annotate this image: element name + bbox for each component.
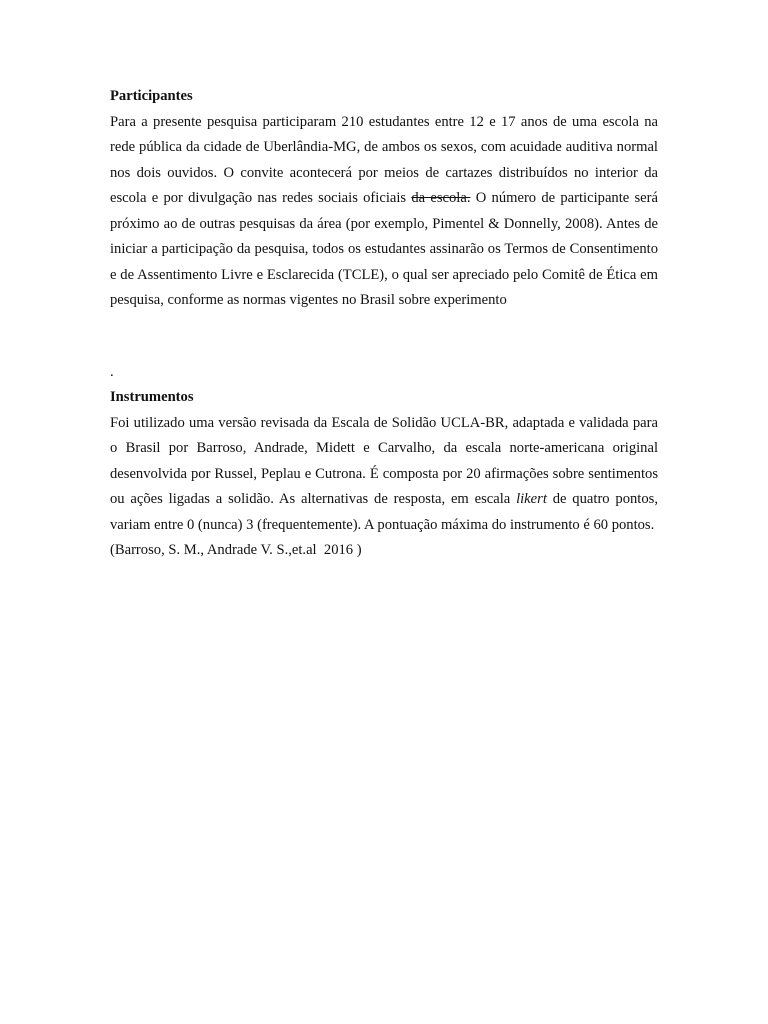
section-heading-instrumentos: Instrumentos: [110, 389, 194, 405]
struck-text: da escola.: [411, 190, 471, 206]
italic-term: likert: [516, 491, 547, 507]
paragraph-participantes: [110, 110, 658, 314]
participantes-text-end: O número de participante será próximo ao de outras pesquisas da área (por exemplo, Pimentel & Donnelly, 2008). Antes de iniciar a participação da pesquisa, todos os estudantes assinarão os Termos de Consentimento e de Assentimento Livre e Esclarecida (TCLE), o qual ser apreciado pelo Comitê de Ética em pesquisa, conforme as normas vigentes no Brasil sobre experimento: [110, 190, 658, 308]
paragraph-instrumentos: [110, 411, 658, 539]
participantes-text-start: Para a presente pesquisa participaram 210 estudantes entre 12 e 17 anos de uma escola na rede pública da cidade de Uberlândia-MG, de ambos os sexos, com acuidade auditiva normal nos dois ouvidos. O convite acontecerá por meios de cartazes distribuídos no interior da escola e por divulgação nas redes sociais oficiais: [110, 113, 658, 206]
document-content: [110, 84, 658, 564]
instrumentos-text-start: Foi utilizado uma versão revisada da Escala de Solidão UCLA-BR, adaptada e validada para o Brasil por Barroso, Andrade, Midett e Carvalho, da escala norte-americana original desenvolvida por Russel, Peplau e Cutrona. É composta por 20 afirmações sobre sentimentos ou ações ligadas a solidão. As alternativas de resposta, em escala: [110, 414, 658, 507]
instrumentos-text-end: de quatro pontos, variam entre 0 (nunca) 3 (frequentemente). A pontuação máxima do instrumento é 60 pontos.: [110, 491, 658, 533]
citation: (Barroso, S. M., Andrade V. S.,et.al 2016 ): [110, 542, 362, 558]
section-gap: [110, 314, 658, 360]
separator-dot: .: [110, 363, 114, 380]
section-heading-participantes: Participantes: [110, 88, 193, 104]
